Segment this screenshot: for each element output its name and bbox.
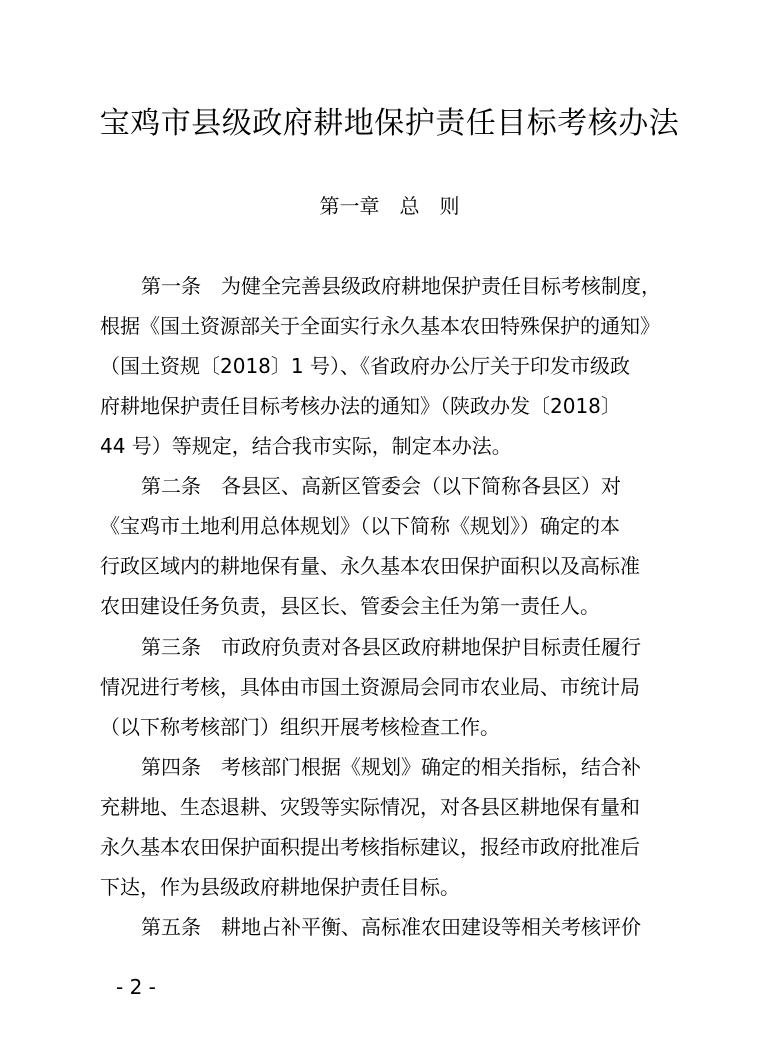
body-line: 农田建设任务负责，县区长、管委会主任为第一责任人。 xyxy=(100,594,600,618)
body-line: 《宝鸡市土地利用总体规划》（以下简称《规划》）确定的本 xyxy=(100,514,620,538)
body-line: （以下称考核部门）组织开展考核检查工作。 xyxy=(100,715,500,739)
body-line: 第三条 市政府负责对各县区政府耕地保护目标责任履行 xyxy=(141,635,641,659)
page-number: - 2 - xyxy=(116,975,156,999)
body-line: 根据《国土资源部关于全面实行永久基本农田特殊保护的通知》 xyxy=(100,314,660,338)
body-line: 永久基本农田保护面积提出考核指标建议，报经市政府批准后 xyxy=(100,835,640,859)
body-line: 第一条 为健全完善县级政府耕地保护责任目标考核制度， xyxy=(141,274,661,298)
body-line: 行政区域内的耕地保有量、永久基本农田保护面积以及高标准 xyxy=(100,554,640,578)
body-line: （国土资规〔2018〕1 号）、《省政府办公厅关于印发市级政 xyxy=(100,354,630,378)
body-line: 第二条 各县区、高新区管委会（以下简称各县区）对 xyxy=(141,474,621,498)
body-line: 下达，作为县级政府耕地保护责任目标。 xyxy=(100,875,460,899)
body-line: 情况进行考核，具体由市国土资源局会同市农业局、市统计局 xyxy=(100,675,640,699)
document-title: 宝鸡市县级政府耕地保护责任目标考核办法 xyxy=(99,106,680,141)
body-line: 第四条 考核部门根据《规划》确定的相关指标，结合补 xyxy=(141,755,641,779)
body-line: 第五条 耕地占补平衡、高标准农田建设等相关考核评价 xyxy=(141,915,641,939)
body-line: 府耕地保护责任目标考核办法的通知》（陕政办发〔2018〕 xyxy=(100,394,621,418)
body-line: 充耕地、生态退耕、灾毁等实际情况，对各县区耕地保有量和 xyxy=(100,795,640,819)
chapter-heading: 第一章 总 则 xyxy=(319,194,460,218)
body-line: 44 号）等规定，结合我市实际，制定本办法。 xyxy=(100,434,512,458)
